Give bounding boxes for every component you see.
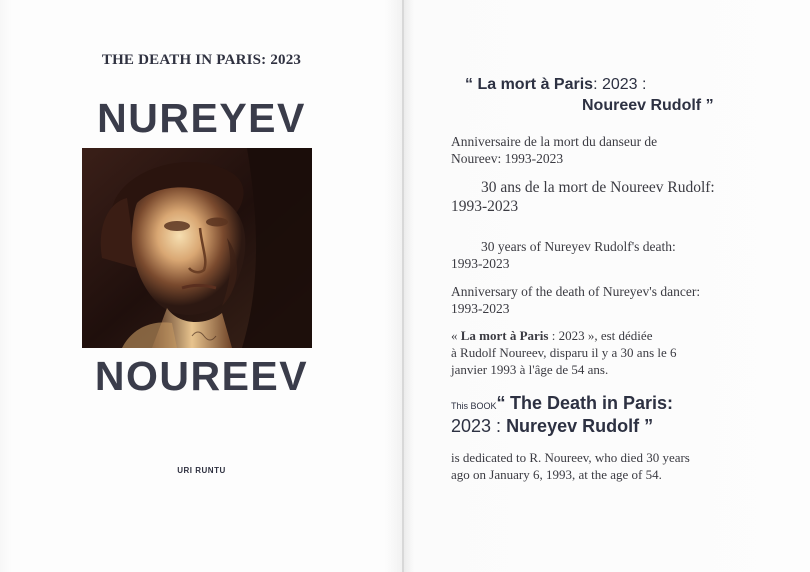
en-title-name: Nureyev Rudolf	[506, 416, 640, 436]
open-quote: “	[496, 393, 506, 413]
cover-title-noureev: NOUREEV	[94, 353, 309, 399]
guillemet-open: «	[451, 328, 458, 343]
book-spine	[402, 0, 404, 572]
paragraph-dediee	[451, 327, 781, 378]
text-line: ago on January 6, 1993, at the age of 54.	[451, 467, 662, 482]
text-line	[451, 327, 781, 344]
portrait-photo	[82, 148, 312, 348]
fr-title-line2	[582, 97, 714, 115]
text-line: Anniversary of the death of Nureyev's dancer:	[451, 284, 701, 299]
paragraph-anniversaire	[451, 133, 781, 167]
close-quote: ”	[705, 97, 714, 114]
cover-title-nureyev: NUREYEV	[97, 95, 306, 141]
en-title-line2	[451, 416, 653, 437]
text-line: janvier 1993 à l'âge de 54 ans.	[451, 362, 609, 377]
text-line: 1993-2023	[451, 256, 510, 271]
text-line: à Rudolf Noureev, disparu il y a 30 ans le 6	[451, 345, 677, 360]
text-line: 30 years of Nureyev Rudolf's death:	[481, 239, 676, 254]
text-line: 30 ans de la mort de Noureev Rudolf:	[481, 179, 715, 196]
text-line: Anniversaire de la mort du danseur de	[451, 134, 658, 149]
fr-title-date: : 2023 :	[593, 76, 647, 93]
en-title-bold: The Death in Paris:	[509, 393, 674, 413]
paragraph-anniversary	[451, 283, 781, 317]
cover-kicker: THE DEATH IN PARIS: 2023	[101, 52, 302, 68]
book-title-fr: La mort à Paris	[460, 328, 549, 343]
text-line: Noureev: 1993-2023	[451, 151, 564, 166]
text-line: 1993-2023	[451, 301, 510, 316]
fr-title-bold: La mort à Paris	[477, 76, 594, 93]
fr-title-line1	[465, 76, 646, 94]
this-book-label: This BOOK	[451, 401, 497, 411]
text-line: 1993-2023	[451, 198, 519, 215]
fr-title-name: Noureev Rudolf	[582, 97, 702, 114]
close-quote: ”	[644, 416, 654, 436]
paragraph-30-ans	[451, 178, 781, 216]
en-title-date: 2023 :	[451, 416, 502, 436]
paragraph-30-years	[451, 238, 781, 272]
open-quote: “	[465, 76, 473, 93]
text-line: is dedicated to R. Noureev, who died 30 years	[451, 450, 690, 465]
cover-author: URI RUNTU	[177, 466, 226, 475]
en-title-line1	[451, 393, 673, 414]
text-span: : 2023 », est dédiée	[551, 328, 653, 343]
paragraph-dedicated	[451, 449, 781, 483]
